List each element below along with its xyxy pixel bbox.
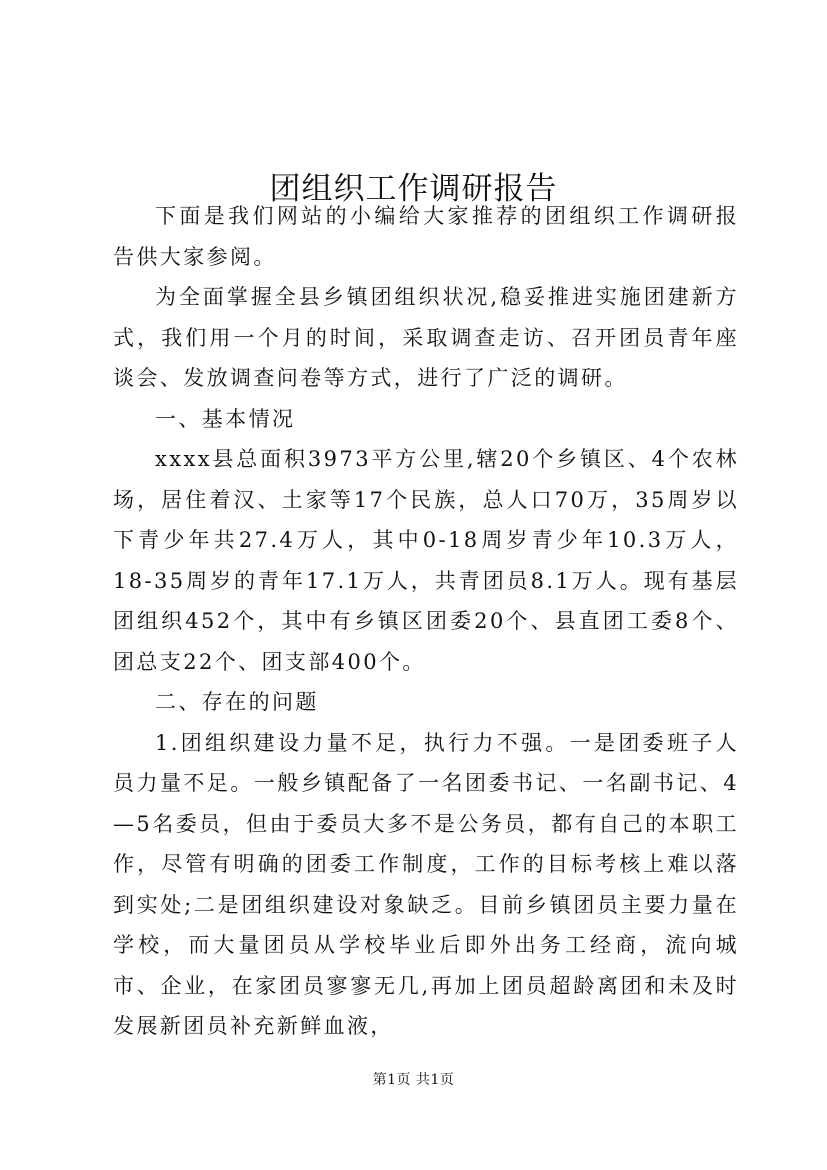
survey-method-paragraph: 为全面掌握全县乡镇团组织状况,稳妥推进实施团建新方式，我们用一个月的时间，采取调查走访、召开团员青年座谈会、发放调查问卷等方式，进行了广泛的调研。 (113, 285, 739, 390)
section-heading-problems: 二、存在的问题 (155, 690, 319, 714)
intro-paragraph: 下面是我们网站的小编给大家推荐的团组织工作调研报告供大家参阅。 (113, 204, 739, 269)
problem-paragraph: 1.团组织建设力量不足，执行力不强。一是团委班子人员力量不足。一般乡镇配备了一名团委书记、一名副书记、4—5名委员，但由于委员大多不是公务员，都有自己的本职工作，尽管有明确的团委工作制度，工作的目标考核上难以落到实处;二是团组织建设对象缺乏。目前乡镇团员主要力量在学校，而大量团员从学校毕业后即外出务工经商，流向城市、企业，在家团员寥寥无几,再加上团员超龄离团和未及时发展新团员补充新鲜血液， (113, 730, 739, 1038)
page-footer: 第1页 共1页 (372, 1072, 455, 1088)
section-heading-basic-situation: 一、基本情况 (155, 406, 296, 431)
document-title: 团组织工作调研报告 (269, 170, 558, 207)
document-body (113, 196, 739, 1047)
basic-situation-paragraph: xxxx县总面积3973平方公里,辖20个乡镇区、4个农林场，居住着汉、土家等17个民族，总人口70万，35周岁以下青少年共27.4万人，其中0-18周岁青少年10.3万人，18-35周岁的青年17.1万人，共青团员8.1万人。现有基层团组织452个，其中有乡镇区团委20个、县直团工委8个、团总支22个、团支部400个。 (113, 447, 739, 674)
